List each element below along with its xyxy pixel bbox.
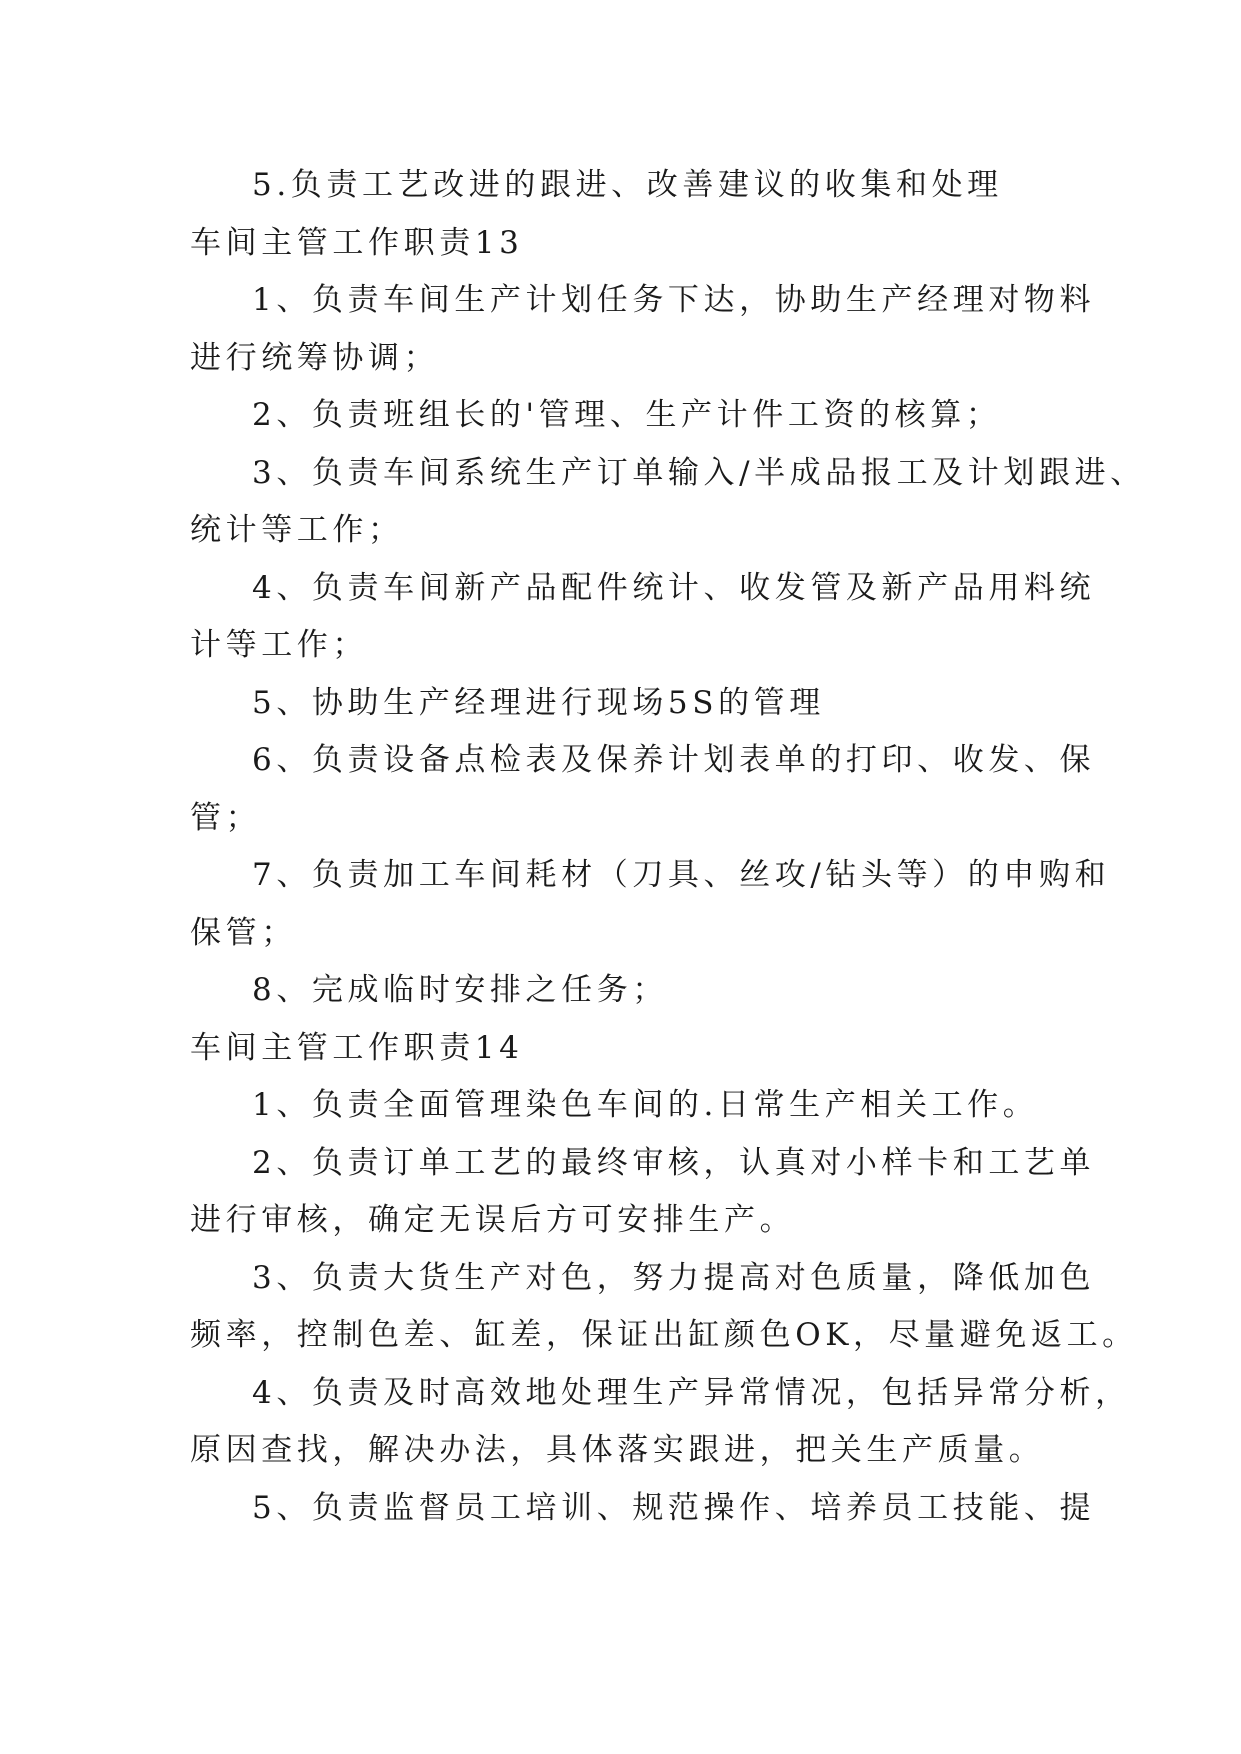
paragraph-line: 5、负责监督员工培训、规范操作、培养员工技能、提 <box>252 1489 1096 1526</box>
section-heading: 车间主管工作职责14 <box>190 1029 524 1066</box>
paragraph-line: 保管； <box>190 914 297 951</box>
paragraph-line: 计等工作； <box>190 627 368 663</box>
paragraph-line: 频率，控制色差、缸差，保证出缸颜色OK，尽量避免返工。 <box>190 1317 1138 1353</box>
paragraph-line: 1、负责全面管理染色车间的.日常生产相关工作。 <box>252 1087 1039 1123</box>
paragraph-line: 管； <box>190 799 262 836</box>
paragraph-line: 6、负责设备点检表及保养计划表单的打印、收发、保 <box>252 742 1096 778</box>
paragraph-line: 2、负责订单工艺的最终审核，认真对小样卡和工艺单 <box>252 1144 1096 1181</box>
paragraph-line: 5、协助生产经理进行现场5S的管理 <box>252 684 825 721</box>
paragraph-line: 3、负责车间系统生产订单输入/半成品报工及计划跟进、 <box>252 454 1146 491</box>
paragraph-line: 5.负责工艺改进的跟进、改善建议的收集和处理 <box>252 167 1003 203</box>
paragraph-line: 进行审核，确定无误后方可安排生产。 <box>190 1202 796 1238</box>
paragraph-line: 3、负责大货生产对色，努力提高对色质量，降低加色 <box>252 1259 1096 1296</box>
paragraph-line: 2、负责班组长的'管理、生产计件工资的核算； <box>252 397 1002 433</box>
paragraph-line: 4、负责及时高效地处理生产异常情况，包括异常分析， <box>252 1374 1131 1411</box>
paragraph-line: 进行统筹协调； <box>190 339 440 376</box>
section-heading: 车间主管工作职责13 <box>190 224 524 261</box>
document-body <box>190 157 1146 1537</box>
paragraph-line: 1、负责车间生产计划任务下达，协助生产经理对物料 <box>252 282 1096 318</box>
paragraph-line: 7、负责加工车间耗材（刀具、丝攻/钻头等）的申购和 <box>252 857 1111 893</box>
paragraph-line: 统计等工作； <box>190 512 404 548</box>
paragraph-line: 8、完成临时安排之任务； <box>252 972 668 1008</box>
paragraph-line: 原因查找，解决办法，具体落实跟进，把关生产质量。 <box>190 1432 1045 1468</box>
paragraph-line: 4、负责车间新产品配件统计、收发管及新产品用料统 <box>252 569 1096 606</box>
